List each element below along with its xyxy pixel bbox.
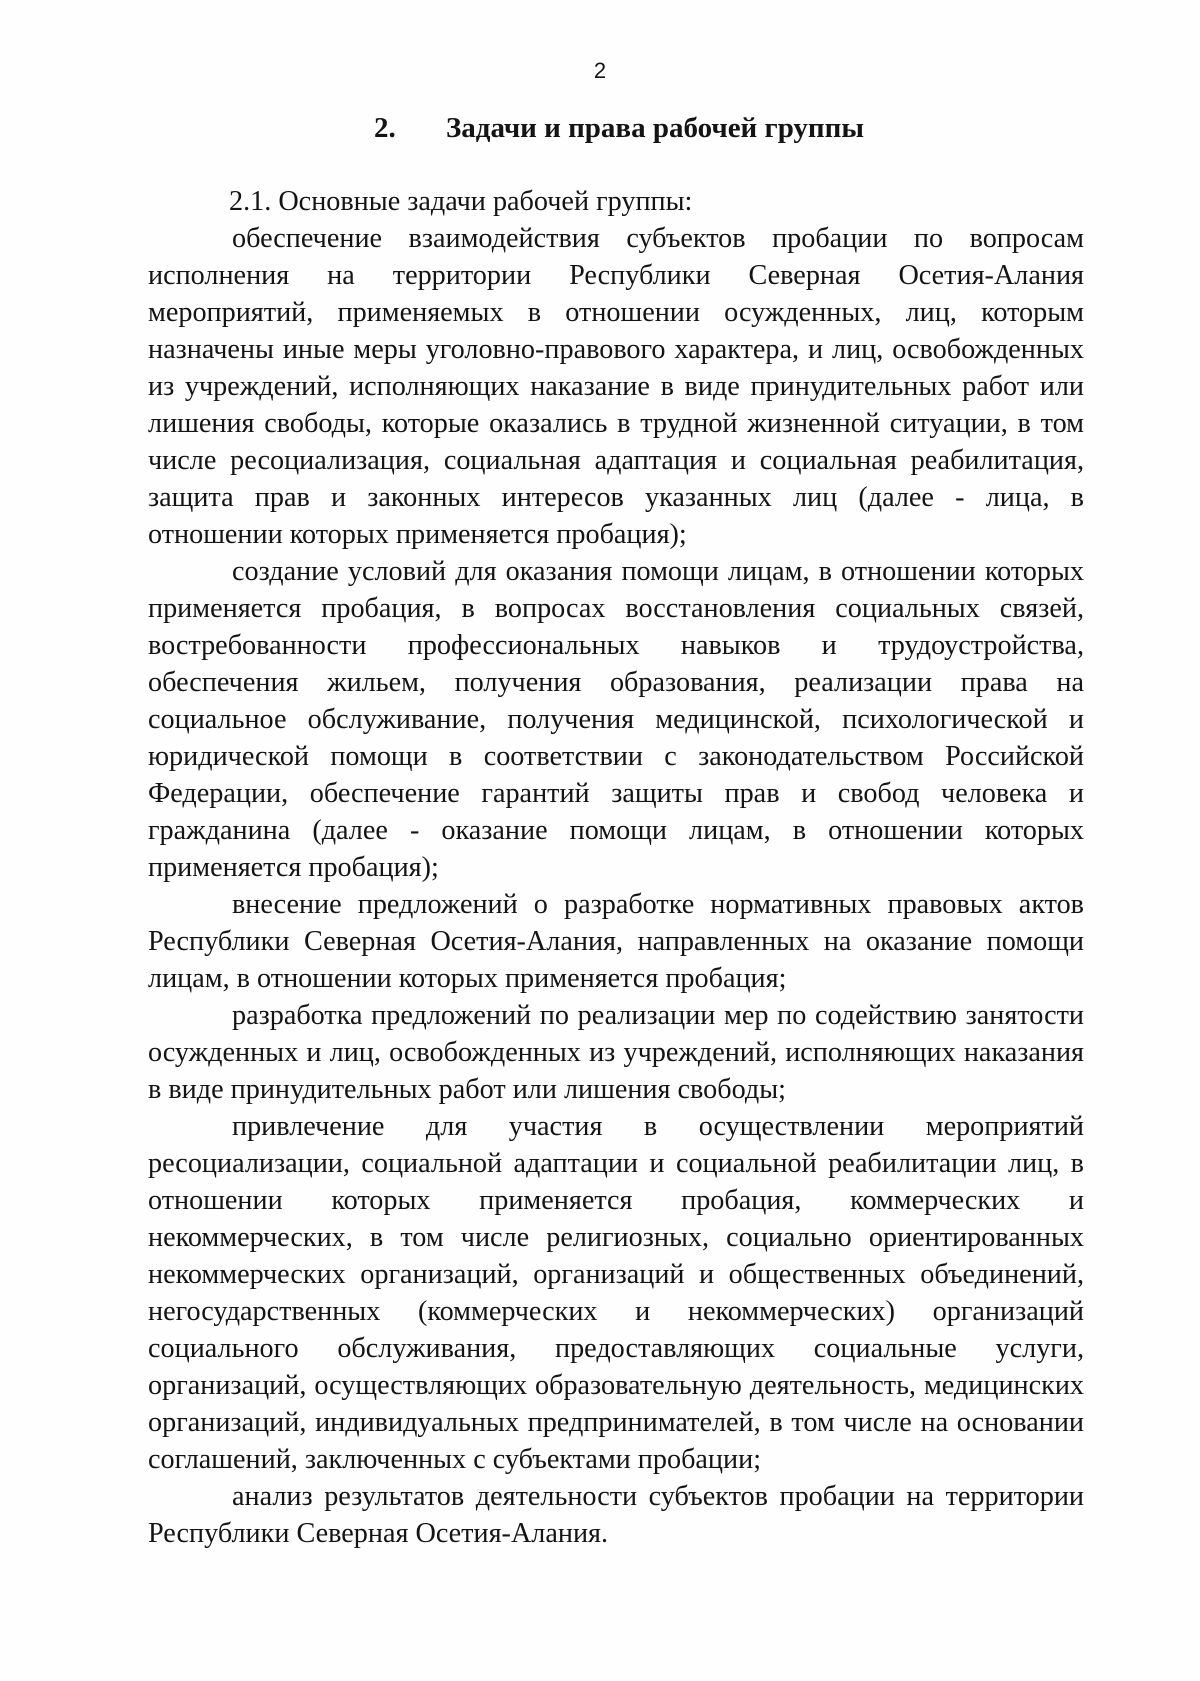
body-text (148, 183, 1084, 1552)
intro-line: 2.1. Основные задачи рабочей группы: (229, 186, 693, 217)
section-number: 2. (374, 112, 396, 144)
paragraph-4: разработка предложений по реализации мер по содействию занятости осужденных и лиц, освобожденных из учреждений, исполняющих наказания в виде принудительных работ или лишения свободы; (148, 1000, 1084, 1105)
paragraph-6: анализ результатов деятельности субъектов пробации на территории Республики Северная Осетия-Алания. (148, 1481, 1084, 1549)
paragraph-2: создание условий для оказания помощи лицам, в отношении которых применяется пробация, в вопросах восстановления социальных связей, востребованности профессиональных навыков и трудоустройства, обеспечения жильем, получения образования, реализации права на социальное обслуживание, получения медицинской, психологической и юридической помощи в соответствии с законодательством Российской Федерации, обеспечение гарантий защиты прав и свобод человека и гражданина (далее - оказание помощи лицам, в отношении которых применяется пробация); (148, 556, 1084, 883)
paragraph-1: обеспечение взаимодействия субъектов пробации по вопросам исполнения на территории Республики Северная Осетия-Алания мероприятий, применяемых в отношении осужденных, лиц, которым назначены иные меры уголовно-правового характера, и лиц, освобожденных из учреждений, исполняющих наказание в виде принудительных работ или лишения свободы, которые оказались в трудной жизненной ситуации, в том числе ресоциализация, социальная адаптация и социальная реабилитация, защита прав и законных интересов указанных лиц (далее - лица, в отношении которых применяется пробация); (148, 223, 1084, 550)
paragraph-3: внесение предложений о разработке нормативных правовых актов Республики Северная Осетия-Алания, направленных на оказание помощи лицам, в отношении которых применяется пробация; (148, 889, 1084, 994)
page-number: 2 (593, 58, 607, 83)
section-title: Задачи и права рабочей группы (446, 112, 864, 144)
paragraph-5: привлечение для участия в осуществлении мероприятий ресоциализации, социальной адаптации и социальной реабилитации лиц, в отношении которых применяется пробация, коммерческих и некоммерческих, в том числе религиозных, социально ориентированных некоммерческих организаций, организаций и общественных объединений, негосударственных (коммерческих и некоммерческих) организаций социального обслуживания, предоставляющих социальные услуги, организаций, осуществляющих образовательную деятельность, медицинских организаций, индивидуальных предпринимателей, в том числе на основании соглашений, заключенных с субъектами пробации; (148, 1111, 1084, 1475)
